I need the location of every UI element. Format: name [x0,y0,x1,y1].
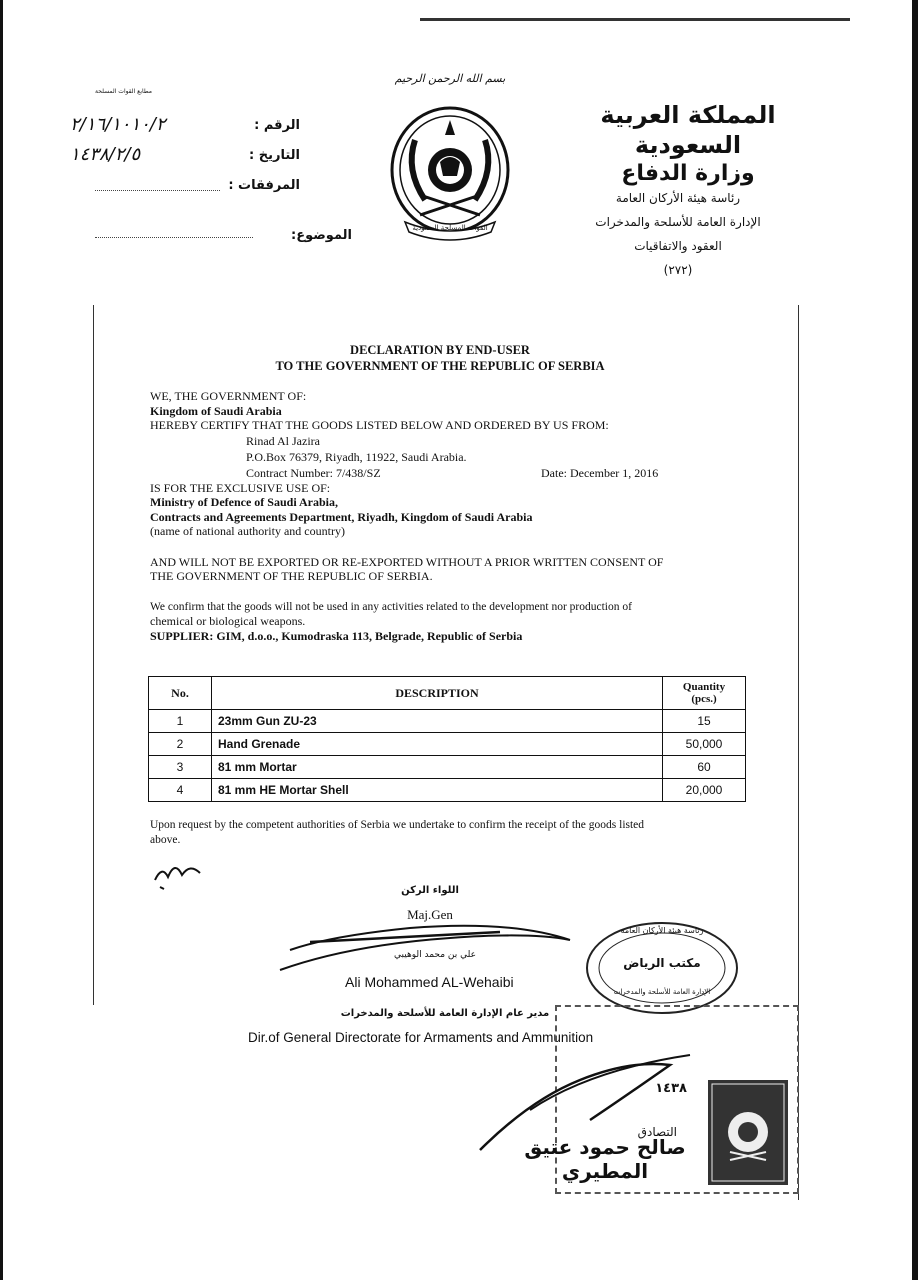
end-user-line-1: Ministry of Defence of Saudi Arabia, [150,495,338,509]
closing-line-1: Upon request by the competent authorities of Serbia we undertake to confirm the receipt of the goods listed [150,819,645,831]
we-government: WE, THE GOVERNMENT OF: [150,389,307,403]
dept-line-2: الإدارة العامة للأسلحة والمدخرات [595,215,761,229]
revenue-stamp [708,1080,788,1185]
closing-statement [150,818,750,847]
attachments-dots [95,190,220,191]
top-scan-line [420,18,850,21]
notary-word: التصادق [637,1125,677,1139]
emblem-revenue-stamp-icon [708,1080,788,1185]
seller-address: P.O.Box 76379, Riyadh, 11922, Saudi Arabia. [246,449,467,464]
row-quantity: 20,000 [663,779,746,802]
row-description: 23mm Gun ZU-23 [212,710,663,733]
row-description: 81 mm HE Mortar Shell [212,779,663,802]
ministry-name-ar: وزارة الدفاع [621,161,755,186]
table-row [149,733,746,756]
print-note: مطابع القوات المسلحة [95,88,152,95]
row-quantity: 60 [663,756,746,779]
row-description: 81 mm Mortar [212,756,663,779]
name-en: Ali Mohammed AL-Wehaibi [345,974,514,990]
row-quantity: 50,000 [663,733,746,756]
round-stamp-center: مكتب الرياض [623,956,701,970]
dept-line-4: (٢٧٢) [663,263,693,277]
department-lines [578,186,778,282]
subject-label: الموضوع: [291,228,352,243]
declaration-body [150,389,750,643]
row-no: 4 [149,779,212,802]
ministry-header [573,100,803,188]
confirm-line-2: chemical or biological weapons. [150,614,306,628]
signature-icon [270,910,590,980]
contract-date: Date: December 1, 2016 [541,465,659,480]
row-no: 1 [149,710,212,733]
kingdom-name-ar: المملكة العربية السعودية [600,101,776,159]
basmala: بسم الله الرحمن الرحيم [394,72,506,85]
contract-line [246,465,750,481]
date-value: ١٤٣٨/٢/٥ [70,144,141,165]
page-left-edge [0,0,3,1280]
title-ar: مدير عام الإدارة العامة للأسلحة والمدخرات [340,1008,550,1019]
export-line-1: AND WILL NOT BE EXPORTED OR RE-EXPORTED WITHOUT A PRIOR WRITTEN CONSENT OF [150,554,664,569]
subject-dots [95,237,253,238]
name-ar: علي بن محمد الوهيبي [394,950,476,960]
end-user-note: (name of national authority and country) [150,524,345,538]
rank-en: Maj.Gen [407,907,453,922]
row-no: 2 [149,733,212,756]
title-line-1: DECLARATION BY END-USER [350,343,530,357]
round-stamp-top: رئاسة هيئة الأركان العامة [620,926,704,935]
exclusive-use: IS FOR THE EXCLUSIVE USE OF: [150,480,331,495]
left-margin-line [93,305,94,1005]
closing-line-2: above. [150,833,181,846]
page-right-edge [912,0,918,1280]
header-quantity [663,677,746,710]
date-label: التاريخ : [249,148,300,163]
country-name: Kingdom of Saudi Arabia [150,403,282,418]
row-description: Hand Grenade [212,733,663,756]
ref-value: ٢/١٦/١٠١٠/٢ [70,114,166,135]
header-quantity-unit: (pcs.) [691,693,717,705]
declaration-title [150,342,730,374]
notary-year: ١٤٣٨ [655,1081,687,1096]
round-office-stamp [582,918,742,1018]
round-stamp-bottom: الإدارة العامة للأسلحة والمدخرات [613,988,711,996]
emblem-label: القوات المسلحة السعودية [412,224,488,232]
notary-name: صالح حمود عتيق المطيري [524,1135,686,1183]
table-header-row [149,677,746,710]
title-en: Dir.of General Directorate for Armaments and Ammunition [248,1030,594,1045]
end-user-line-2: Contracts and Agreements Department, Riyadh, Kingdom of Saudi Arabia [150,509,533,524]
confirm-line-1: We confirm that the goods will not be used in any activities related to the development nor production of [150,600,632,613]
row-no: 3 [149,756,212,779]
row-quantity: 15 [663,710,746,733]
saudi-emblem [385,100,515,245]
ref-label: الرقم : [254,118,300,133]
dept-line-1: رئاسة هيئة الأركان العامة [615,191,741,205]
dept-line-3: العقود والاتفاقيات [634,239,722,253]
reference-fields [60,110,352,250]
export-line-2: THE GOVERNMENT OF THE REPUBLIC OF SERBIA. [150,569,433,583]
attachments-label: المرفقات : [228,178,300,193]
table-row [149,756,746,779]
goods-table [148,676,746,802]
rank-ar: اللواء الركن [401,885,459,896]
seller-name: Rinad Al Jazira [246,433,320,448]
seller-block [150,433,750,481]
certify-text: HEREBY CERTIFY THAT THE GOODS LISTED BELOW AND ORDERED BY US FROM: [150,418,609,432]
header-no: No. [149,677,212,710]
header-description: DESCRIPTION [212,677,663,710]
handwritten-initial-icon [150,855,210,895]
supplier-line: SUPPLIER: GIM, d.o.o., Kumodraska 113, Belgrade, Republic of Serbia [150,628,523,643]
title-line-2: TO THE GOVERNMENT OF THE REPUBLIC OF SERBIA [275,359,605,373]
table-row [149,779,746,802]
table-row [149,710,746,733]
header-quantity-label: Quantity [682,681,726,693]
contract-number: Contract Number: 7/438/SZ [246,465,381,480]
